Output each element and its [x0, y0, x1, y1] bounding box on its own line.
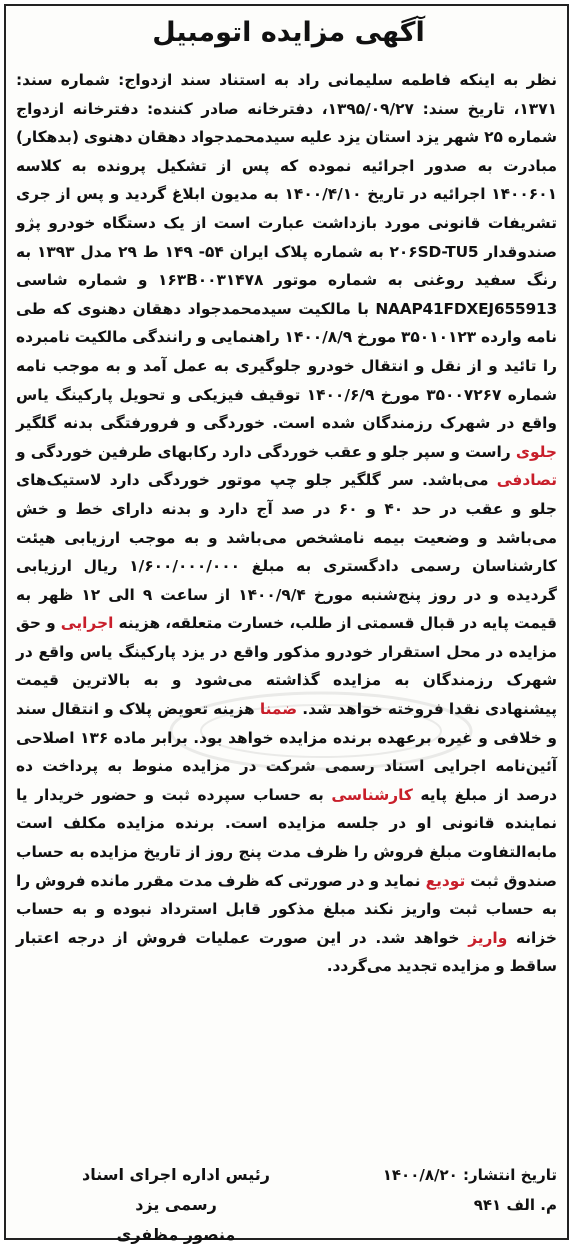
highlighted-text: تصادفی	[496, 471, 557, 490]
notice-title: آگهی مزایده اتومبیل	[152, 17, 425, 48]
highlighted-text: کارشناسی	[331, 785, 413, 804]
body-text-segment: هزینه تعویض پلاک و انتقال سند و خلافی و غیره برعهده برنده مزایده خواهد بود. برابر ماده ۱۳۶ اصلاحی آئین‌نامه اجرایی اسناد رسمی شرکت در مزایده منوط به پرداخت ده درصد از مبلغ پایه	[16, 700, 557, 804]
body-text-segment: به حساب سپرده ثبت و حضور خریدار یا نماینده قانونی او در جلسه مزایده است. برنده مزایده مکلف است مابه‌التفاوت مبلغ فروش را ظرف مدت پنج روز از تاریخ مزایده به حساب صندوق ثبت	[16, 785, 557, 890]
signature-block	[56, 1160, 296, 1250]
body-text-segment: راست و سپر جلو و عقب خوردگی دارد رکابهای طرفین خوردگی و	[16, 442, 516, 461]
notice-body	[16, 66, 557, 981]
publish-info	[383, 1160, 557, 1220]
signer-title: رئیس اداره اجرای اسناد رسمی یزد	[82, 1165, 270, 1214]
highlighted-text: ضمنا	[259, 700, 298, 719]
body-text-segment: می‌باشد. سر گلگیر جلو چپ موتور خوردگی دارد لاستیک‌های جلو و عقب در حد ۴۰ و ۶۰ در صد آج دارد و بدنه دارای خط و خش می‌باشد و وضعیت بیمه نامشخص می‌باشد و به موجب ارزیابی هیئت کارشناسان رسمی دادگستری به مبلغ ۱/۶۰۰/۰۰۰/۰۰۰ ریال ارزیابی گردیده و در روز پنج‌شنبه مورخ ۱۴۰۰/۹/۴ از ساعت ۹ الی ۱۲ ظهر به قیمت پایه در قبال قسمتی از طلب، خسارت متعلقه، هزینه	[16, 471, 558, 633]
body-text-segment: نماید و در صورتی که ظرف مدت مقرر مانده فروش را به حساب ثبت واریز نکند مبلغ مذکور قابل استرداد نبوده و به حساب خزانه	[16, 871, 558, 947]
body-text-segment: و حق مزایده در محل استقرار خودرو مذکور واقع در یزد پارکینگ یاس واقع در شهرک رزمندگان به مزایده گذاشته می‌شود و به بالاترین قیمت پیشنهادی نقدا فروخته خواهد شد.	[16, 614, 558, 719]
publish-date: تاریخ انتشار: ۱۴۰۰/۸/۲۰	[382, 1166, 557, 1184]
notice-footer	[16, 1152, 557, 1244]
highlighted-text: اجرایی	[60, 614, 114, 633]
notice-frame	[4, 4, 569, 1244]
highlighted-text: جلوی	[515, 442, 557, 461]
body-text-segment: خواهد شد. در این صورت عملیات فروش از درجه اعتبار ساقط و مزایده تجدید می‌گردد.	[16, 928, 557, 976]
body-text-segment: نظر به اینکه فاطمه سلیمانی راد به استناد سند ازدواج: شماره سند: ۱۳۷۱، تاریخ سند: ۱۳۹۵/۰۹/۲۷، دفترخانه صادر کننده: دفترخانه ازدواج شماره ۲۵ شهر یزد استان یزد علیه سیدمحمدجواد دهقان دهنوی (بدهکار) مبادرت به صدور اجرائیه نموده که پس از تشکیل پرونده به کلاسه ۱۴۰۰۶۰۱ اجرائیه در تاریخ ۱۴۰۰/۴/۱۰ به مدیون ابلاغ گردید و پس از جری تشریفات قانونی مورد بازداشت عبارت است از یک دستگاه خودرو پژو صندوقدار ۲۰۶SD-TU5 به شماره پلاک ایران ۵۴- ۱۴۹ ط ۲۹ مدل ۱۳۹۳ به رنگ سفید روغنی به شماره موتور ۱۶۳B۰۰۳۱۴۷۸ و شماره شاسی NAAP41FDXEJ655913 با مالکیت سیدمحمدجواد دهقان دهنوی که طی نامه وارده ۳۵۰۱۰۱۲۳ مورخ ۱۴۰۰/۸/۹ راهنمایی و رانندگی مالکیت نامبرده را تائید و از نقل و انتقال خودرو جلوگیری به عمل آمد و به موجب نامه شماره ۳۵۰۰۷۲۶۷ مورخ ۱۴۰۰/۶/۹ توقیف فیزیکی و تحویل پارکینگ یاس واقع در شهرک رزمندگان شده است. خوردگی و فرورفتگی بدنه گلگیر	[16, 71, 557, 433]
highlighted-text: تودیع	[425, 871, 466, 890]
reference-code: م. الف ۹۴۱	[473, 1196, 557, 1214]
highlighted-text: واریز	[468, 928, 508, 947]
signer-name: منصور مظفری	[116, 1225, 236, 1244]
